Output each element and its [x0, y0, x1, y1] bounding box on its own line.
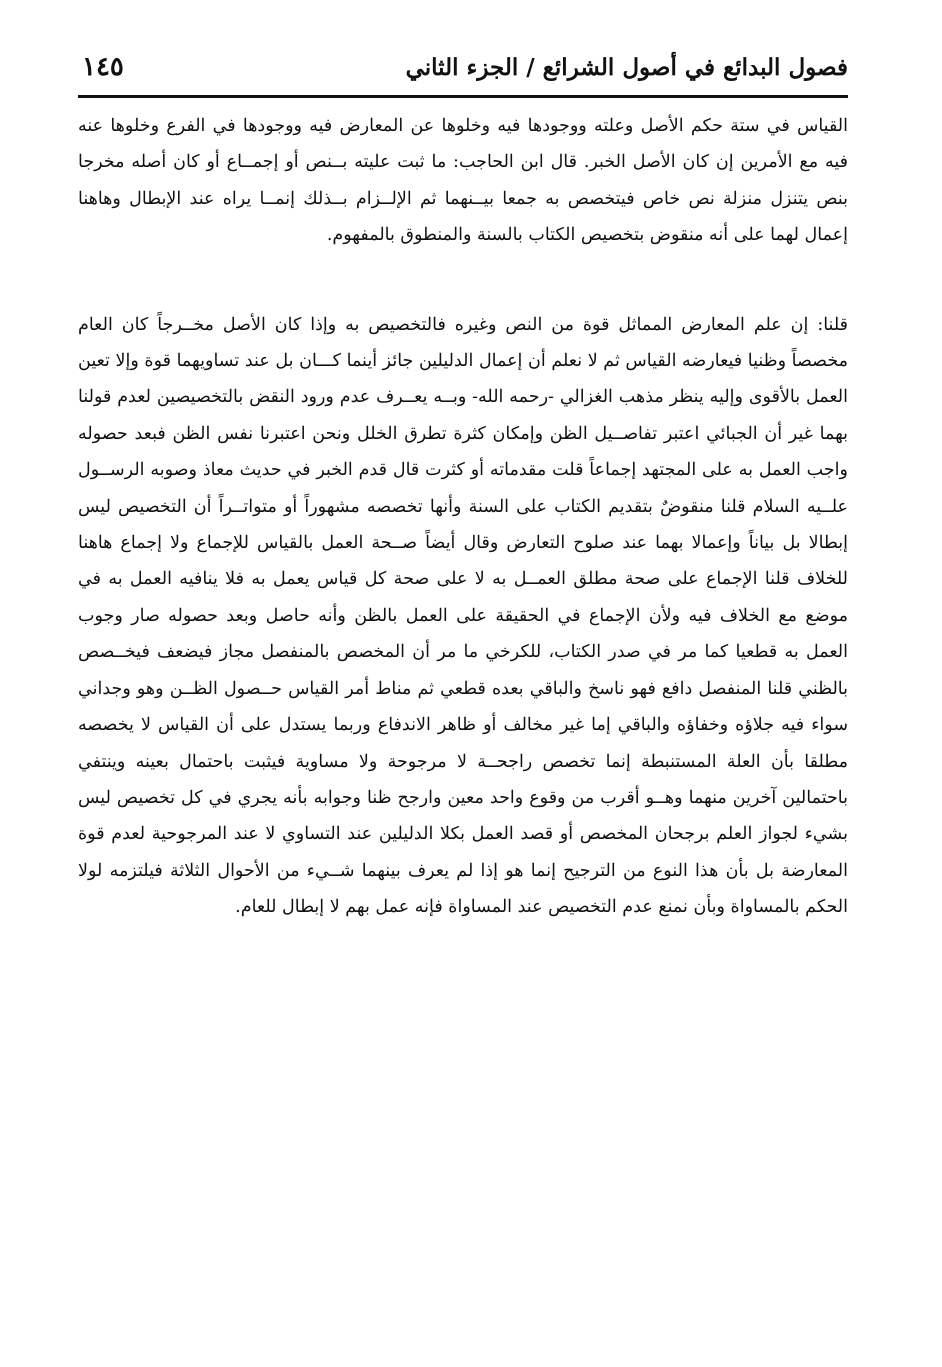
paragraph-1: القياس في ستة حكم الأصل وعلته ووجودها فيه وخلوها عن المعارض فيه ووجودها في الفرع وخلوها عنه فيه مع الأمرين إن كان الأصل الخبر. قال ابن الحاجب: ما ثبت عليته بــنص أو إجمــاع أو كان أصله مخرجا بنص يتنزل منزلة نص خاص فيتخصص به جمعا بيــنهما ثم الإلــزام بــذلك إنمــا يراه عند الإبطال وهاهنا إعمال لهما على أنه منقوض بتخصيص الكتاب بالسنة والمنطوق بالمفهوم.	[78, 116, 848, 246]
page-header	[78, 52, 848, 94]
running-title: فصول البدائع في أصول الشرائع / الجزء الثاني	[405, 54, 848, 81]
paragraph-2: قلنا: إن علم المعارض المماثل قوة من النص وغيره فالتخصيص به وإذا كان الأصل مخــرجاً كان العام مخصصاً وظنيا فيعارضه القياس ثم لا نعلم أن إعمال الدليلين جائز أينما كـــان بل عند تساويهما قوة وإلا تعين العمل بالأقوى وإليه ينظر مذهب الغزالي -رحمه الله- وبــه يعــرف عدم ورود النقض بالتخصيصين لعدم قولنا بهما غير أن الجبائي اعتبر تفاصــيل الظن وإمكان كثرة تطرق الخلل ونحن اعتبرنا نفس الظن فبعد حصوله واجب العمل به على المجتهد إجماعاً قلت مقدماته أو كثرت قال قدم الخبر في حديث معاذ وصوبه الرســول علــيه السلام قلنا منقوضٌ بتقديم الكتاب على السنة وأنها تخصصه مشهوراً أو متواتــراً أن التخصيص ليس إبطالا بل بياناً وإعمالا بهما عند صلوح التعارض وقال أيضاً صــحة العمل بالقياس للإجماع ولا إجماع هاهنا للخلاف قلنا الإجماع على صحة مطلق العمــل به لا على صحة كل قياس يعمل به فلا ينافيه العمل به في موضع مع الخلاف فيه ولأن الإجماع في الحقيقة على العمل بالظن وأنه حاصل وبعد حصوله صار وجوب العمل به قطعيا كما مر في صدر الكتاب، للكرخي ما مر أن المخصص بالمنفصل مجاز فيضعف فيخــصص بالظني قلنا المنفصل دافع فهو ناسخ والباقي بعده قطعي ثم مناط أمر القياس حــصول الظــن وهو وجداني سواء فيه جلاؤه وخفاؤه والباقي إما غير مخالف أو ظاهر الاندفاع وربما يستدل على أن القياس لا يخصصه مطلقا بأن العلة المستنبطة إنما تخصص راجحــة لا مرجوحة ولا مساوية فيثبت باحتمال بعينه وينتفي باحتمالين آخرين منهما وهــو أقرب من وقوع واحد معين وارجح ظنا وجوابه بأنه يجري في كل تخصيص ليس بشيء لجواز العلم برجحان المخصص أو قصد العمل بكلا الدليلين عند التساوي لا عند المرجوحية لعدم قوة المعارضة بل بأن هذا النوع من الترجيح إنما هو إذا لم يعرف بينهما شــيء من الأحوال الثلاثة فيلتزمه لولا الحكم بالمساواة وبأن نمنع عدم التخصيص عند المساواة فإنه عمل بهم لا إبطال للعام.	[78, 314, 849, 918]
page-body	[78, 108, 848, 926]
header-rule	[78, 95, 848, 98]
page-number: ١٤٥	[82, 52, 124, 82]
